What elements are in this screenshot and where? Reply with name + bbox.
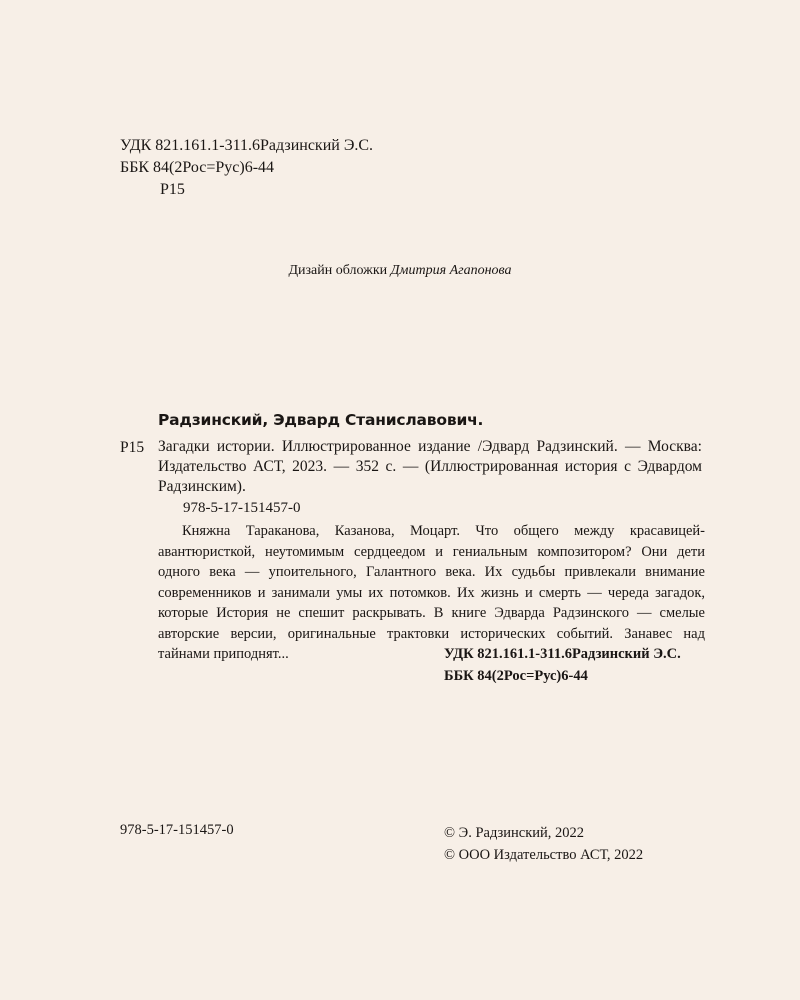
top-catalog-block — [120, 135, 373, 201]
bottom-bbk-line: ББК 84(2Рос=Рус)6-44 — [444, 668, 588, 684]
entry-isbn: 978-5-17-151457-0 — [183, 500, 301, 516]
top-bbk-line: ББК 84(2Рос=Рус)6-44 — [120, 159, 275, 176]
top-udk-line: УДК 821.161.1-311.6Радзинский Э.С. — [120, 137, 374, 154]
cover-designer-name: Дмитрия Агапонова — [390, 263, 512, 278]
entry-description: Загадки истории. Иллюстрированное издание /Эдвард Радзинский. — Москва: Издательство АСТ, 2023. — 352 с. — (Иллюстрированная история с Эдвардом Радзинским). — [158, 438, 702, 495]
cover-design-credit — [0, 263, 800, 279]
bottom-udk-line: УДК 821.161.1-311.6Радзинский Э.С. — [444, 646, 681, 662]
copyright-author: © Э. Радзинский, 2022 — [444, 825, 585, 841]
copyright-block — [444, 822, 643, 866]
bottom-catalog-block — [444, 643, 681, 687]
entry-author: Радзинский, Эдвард Станиславович. — [158, 411, 484, 429]
copyright-publisher: © ООО Издательство АСТ, 2022 — [444, 847, 644, 863]
entry-annotation: Княжна Тараканова, Казанова, Моцарт. Что общего между красавицей-авантюристкой, неутомимым сердцеедом и гениальным композитором? Они дети одного века — упоительного, Галантного века. Их судьбы привлекали внимание современников и занимали умы их потомков. Их жизнь и смерть — череда загадок, которые История не спешит раскрывать. В книге Эдварда Радзинского — смелые авторские версии, оригинальные трактовки исторических событий. Занавес над тайнами приподнят... — [158, 523, 705, 662]
top-author-code: Р15 — [160, 181, 185, 198]
cover-design-prefix: Дизайн обложки — [288, 263, 391, 278]
footer-isbn: 978-5-17-151457-0 — [120, 822, 234, 838]
entry-author-code: Р15 — [120, 439, 145, 456]
